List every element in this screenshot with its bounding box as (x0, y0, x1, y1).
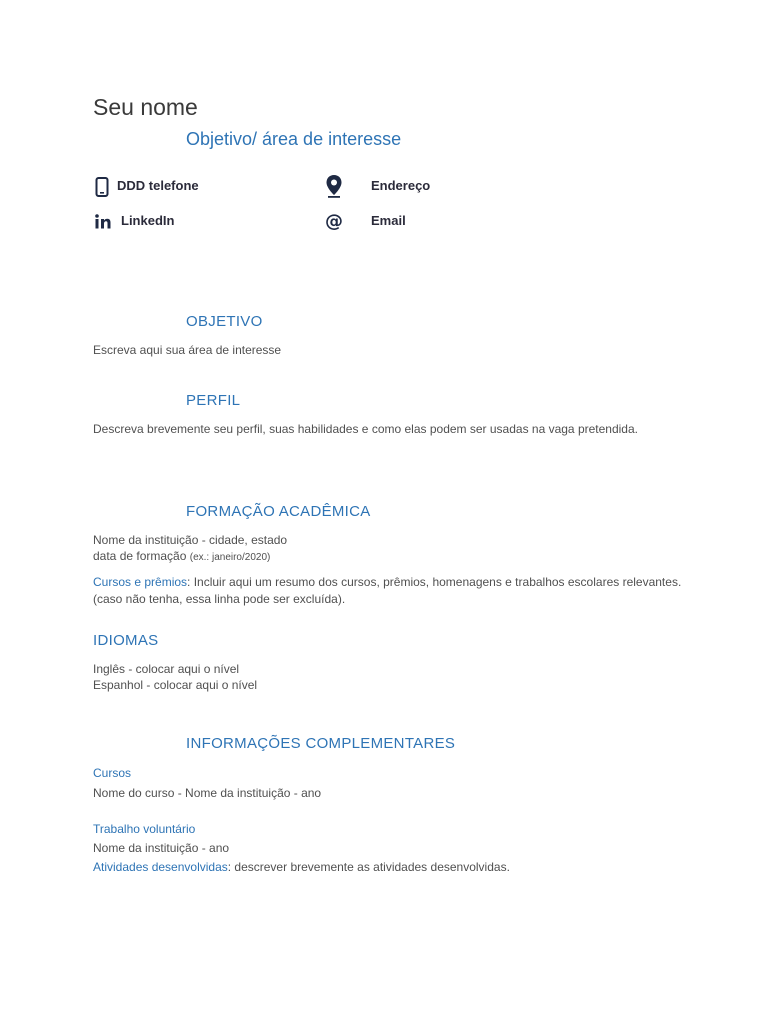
graduation-date-line (93, 549, 270, 563)
courses-awards-paragraph (93, 574, 683, 608)
info-heading: INFORMAÇÕES COMPLEMENTARES (186, 735, 456, 752)
language-item: Inglês - colocar aqui o nível (93, 662, 240, 676)
formacao-heading: FORMAÇÃO ACADÊMICA (186, 503, 371, 520)
location-pin-icon (325, 174, 343, 198)
email-text: Email (371, 213, 406, 228)
svg-text:@: @ (325, 211, 343, 231)
atividades-text: : descrever brevemente as atividades desenvolvidas. (227, 860, 510, 874)
linkedin-icon (95, 214, 111, 229)
courses-awards-label: Cursos e prêmios (93, 575, 188, 589)
courses-awards-text: : Incluir aqui um resumo dos cursos, prêmios, homenagens e trabalhos escolares relevantes. (caso não tenha, essa linha pode ser excluída). (93, 575, 682, 606)
at-sign-icon (324, 211, 344, 231)
language-item: Espanhol - colocar aqui o nível (93, 678, 258, 692)
perfil-text: Descreva brevemente seu perfil, suas habilidades e como elas podem ser usadas na vaga pretendida. (93, 422, 638, 436)
graduation-date-label: data de formação (93, 549, 187, 563)
atividades-label: Atividades desenvolvidas (93, 860, 228, 874)
resume-name: Seu nome (93, 94, 198, 120)
objetivo-heading: OBJETIVO (186, 313, 263, 330)
idiomas-heading: IDIOMAS (93, 632, 159, 649)
phone-icon (95, 177, 109, 197)
phone-text: DDD telefone (117, 178, 199, 193)
objective-subtitle: Objetivo/ área de interesse (186, 129, 402, 149)
linkedin-text: LinkedIn (121, 213, 175, 228)
cursos-label: Cursos (93, 766, 132, 780)
objetivo-text: Escreva aqui sua área de interesse (93, 343, 282, 357)
voluntario-line: Nome da instituição - ano (93, 841, 230, 855)
perfil-heading: PERFIL (186, 392, 241, 409)
institution-line: Nome da instituição - cidade, estado (93, 533, 288, 547)
voluntario-label: Trabalho voluntário (93, 822, 196, 836)
address-text: Endereço (371, 178, 431, 193)
atividades-line (93, 860, 510, 874)
graduation-date-hint: (ex.: janeiro/2020) (189, 552, 271, 563)
curso-line: Nome do curso - Nome da instituição - ano (93, 786, 322, 800)
